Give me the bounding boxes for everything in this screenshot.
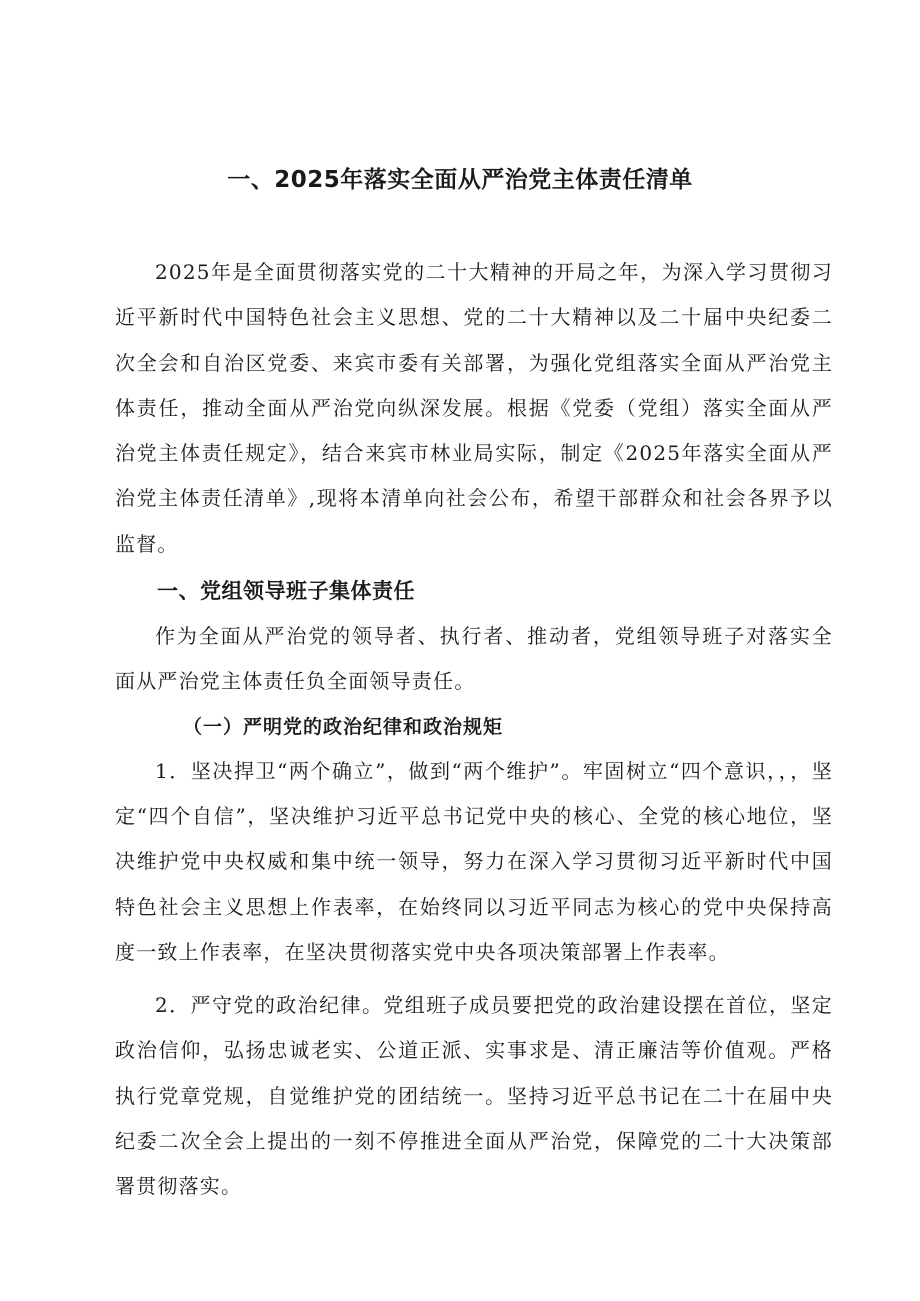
intro-paragraph: 2025年是全面贯彻落实党的二十大精神的开局之年，为深入学习贯彻习近平新时代中国特色社会主义思想、党的二十大精神以及二十届中央纪委二次全会和自治区党委、来宾市委有关部署，为强化党组落实全面从严治党主体责任，推动全面从严治党向纵深发展。根据《党委（党组）落实全面从严治党主体责任规定》，结合来宾市林业局实际，制定《2025年落实全面从严治党主体责任清单》,现将本清单向社会公布，希望干部群众和社会各界予以监督。 — [115, 260, 833, 556]
list-item-2: 2．严守党的政治纪律。党组班子成员要把党的政治建设摆在首位，坚定政治信仰，弘扬忠诚老实、公道正派、实事求是、清正廉洁等价值观。严格执行党章党规，自觉维护党的团结统一。坚持习近平总书记在二十在届中央纪委二次全会上提出的一刻不停推进全面从严治党，保障党的二十大决策部署贯彻落实。 — [115, 993, 833, 1199]
subsection-heading-political-discipline: （一）严明党的政治纪律和政治规矩 — [183, 715, 504, 738]
section-heading-collective-responsibility: 一、党组领导班子集体责任 — [157, 579, 415, 604]
section-paragraph: 作为全面从严治党的领导者、执行者、推动者，党组领导班子对落实全面从严治党主体责任负全面领导责任。 — [115, 624, 833, 694]
paragraph-spacer — [115, 975, 833, 983]
document-body — [115, 250, 833, 1210]
list-item-1: 1．坚决捍卫“两个确立”，做到“两个维护”。牢固树立“四个意识，，，坚定“四个自信”，坚决维护习近平总书记党中央的核心、全党的核心地位，坚决维护党中央权威和集中统一领导，努力在深入学习贯彻习近平新时代中国特色社会主义思想上作表率，在始终同以习近平同志为核心的党中央保持高度一致上作表率，在坚决贯彻落实党中央各项决策部署上作表率。 — [115, 758, 833, 964]
document-title: 一、2025年落实全面从严治党主体责任清单 — [227, 167, 693, 193]
